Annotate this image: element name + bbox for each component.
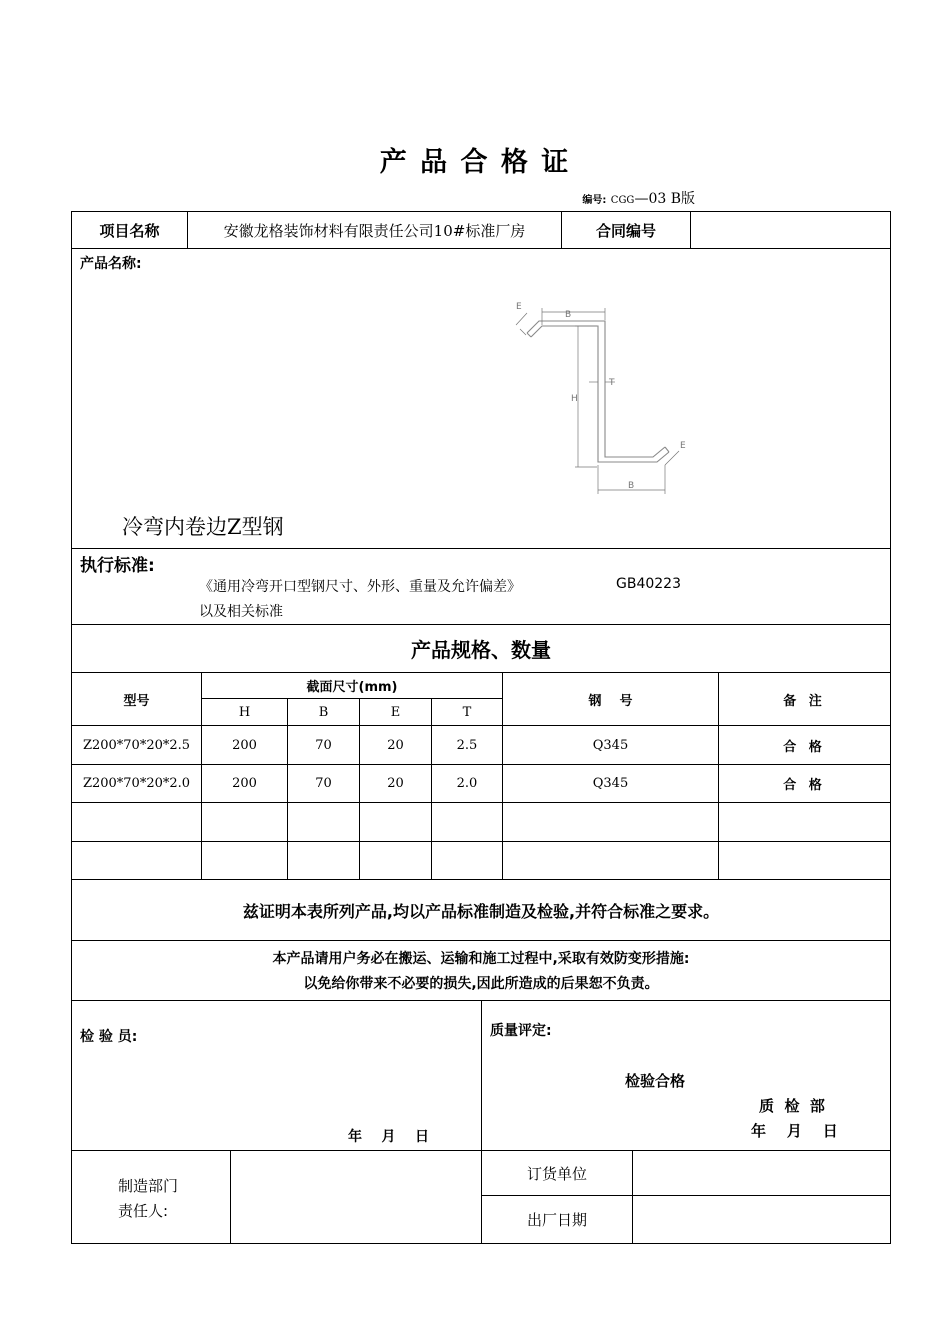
- row-1-steel: Q345: [592, 737, 629, 753]
- col-steel-header: 钢 号: [588, 693, 633, 709]
- responsible-label: 责任人:: [118, 1202, 169, 1220]
- row-1-model: Z200*70*20*2.5: [82, 737, 191, 753]
- product-name-value: 冷弯内卷边Z型钢: [122, 515, 284, 539]
- row-2-e: 20: [387, 776, 404, 791]
- certify-statement: 兹证明本表所列产品,均以产品标准制造及检验,并符合标准之要求。: [242, 901, 720, 921]
- spec-heading: 产品规格、数量: [411, 638, 551, 662]
- z-profile-inner: [531, 326, 669, 462]
- row-2-steel: Q345: [592, 776, 629, 791]
- col-section-header: 截面尺寸(mm): [306, 680, 398, 695]
- col-b-header: B: [318, 704, 329, 720]
- label-b-bottom: B: [628, 481, 635, 491]
- contract-label: 合同编号: [595, 221, 656, 240]
- row-2-remark: 合 格: [783, 778, 826, 793]
- row-2-h: 200: [232, 776, 257, 791]
- quality-dept: 质 检 部: [759, 1097, 825, 1115]
- project-label: 项目名称: [99, 221, 160, 240]
- quality-date: 年 月 日: [751, 1122, 838, 1140]
- notice-line-1: 本产品请用户务必在搬运、运输和施工过程中,采取有效防变形措施:: [272, 951, 690, 967]
- row-2-t: 2.0: [456, 776, 478, 791]
- mfg-dept-label: 制造部门: [118, 1177, 179, 1195]
- z-section-diagram: [505, 295, 705, 495]
- z-profile-outer: [527, 321, 665, 457]
- label-e-bottom: E: [680, 441, 686, 451]
- border-bottom: [71, 1243, 891, 1244]
- border-right: [890, 211, 891, 1244]
- standard-line2: 以及相关标准: [199, 604, 283, 620]
- order-unit-label: 订货单位: [526, 1164, 587, 1183]
- ship-date-label: 出厂日期: [526, 1211, 587, 1229]
- col-model-header: 型号: [123, 693, 150, 709]
- document-code: [582, 188, 695, 208]
- project-value: 安徽龙格装饰材料有限责任公司10#标准厂房: [223, 221, 526, 240]
- code-suffix: —03 B版: [634, 191, 695, 207]
- code-label: 编号:: [582, 195, 607, 206]
- col-e-header: E: [390, 704, 401, 720]
- row-1-h: 200: [232, 737, 257, 753]
- dim-e-top: [516, 313, 527, 325]
- row-2-model: Z200*70*20*2.0: [82, 776, 191, 791]
- row-1-remark: 合 格: [783, 739, 826, 755]
- quality-label: 质量评定:: [490, 1023, 552, 1039]
- standard-code: GB40223: [616, 576, 681, 592]
- standard-line1: 《通用冷弯开口型钢尺寸、外形、重量及允许偏差》: [199, 579, 521, 595]
- row-1-e: 20: [387, 737, 404, 753]
- row-1-b: 70: [315, 737, 332, 753]
- col-t-header: T: [462, 704, 472, 720]
- row-1-t: 2.5: [456, 737, 478, 753]
- product-name-label: 产品名称:: [80, 256, 142, 272]
- inspector-date: 年 月 日: [348, 1129, 429, 1145]
- contract-value: [691, 212, 890, 248]
- col-remark-header: 备 注: [783, 693, 826, 709]
- label-t: T: [609, 378, 615, 388]
- notice-line-2: 以免给你带来不必要的损失,因此所造成的后果恕不负责。: [303, 976, 659, 992]
- row-2-b: 70: [315, 776, 332, 791]
- quality-result: 检验合格: [625, 1072, 686, 1090]
- standard-label: 执行标准:: [80, 556, 155, 576]
- code-value: CGG: [610, 195, 635, 206]
- label-b-top: B: [565, 310, 572, 320]
- label-h: H: [571, 394, 578, 404]
- label-e-top: E: [516, 302, 522, 312]
- inspector-label: 检 验 员:: [80, 1029, 138, 1045]
- document-title: 产 品 合 格 证: [379, 147, 571, 178]
- col-h-header: H: [238, 704, 251, 720]
